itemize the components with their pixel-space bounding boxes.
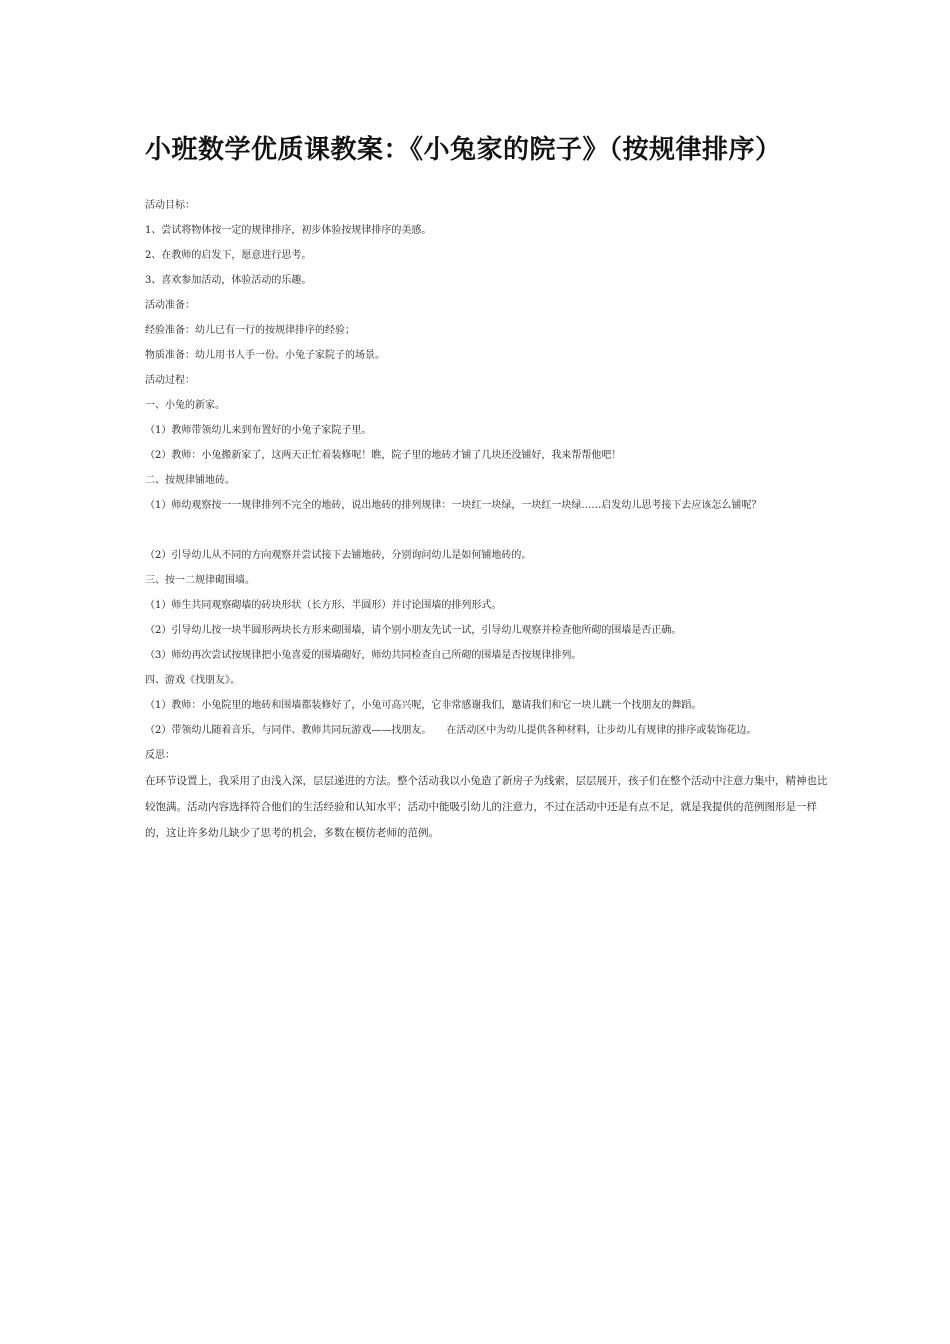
- process-step-heading: 一、小兔的新家。: [145, 400, 225, 411]
- process-step-heading: 四、游戏《找朋友》。: [145, 675, 240, 686]
- process-step-item: （2）教师：小兔搬新家了，这两天正忙着装修呢！瞧，院子里的地砖才铺了几块还没铺好，我来帮帮他吧！: [145, 450, 622, 461]
- goal-item: 3、喜欢参加活动，体验活动的乐趣。: [145, 275, 312, 286]
- reflection-block: [145, 768, 835, 846]
- process-step-item: （1）教师：小兔院里的地砖和围墙都装修好了，小兔可高兴呢，它非常感谢我们，邀请我们和它一块儿跳一个找朋友的舞蹈。: [145, 700, 702, 711]
- process-step-item: （3）师幼再次尝试按规律把小兔喜爱的围墙砌好，师幼共同检查自己所砌的围墙是否按规律排列。: [145, 650, 582, 661]
- process-step-item: （1）师生共同观察砌墙的砖块形状（长方形、半圆形）并讨论围墙的排列形式。: [145, 600, 502, 611]
- section-heading-goals: 活动目标：: [145, 200, 195, 211]
- document-body: [145, 193, 835, 846]
- process-step-item: （2）带领幼儿随着音乐，与同伴、教师共同玩游戏——找朋友。 在活动区中为幼儿提供各种材料，让步幼儿有规律的排序或装饰花边。: [145, 725, 757, 736]
- process-step-item: （2）引导幼儿从不同的方向观察并尝试接下去铺地砖，分别询问幼儿是如何铺地砖的。: [145, 550, 532, 561]
- preparation-item: 物质准备：幼儿用书人手一份。小兔子家院子的场景。: [145, 350, 385, 361]
- process-step-heading: 二、按规律铺地砖。: [145, 475, 235, 486]
- process-step-item: （2）引导幼儿按一块半圆形两块长方形来砌围墙，请个别小朋友先试一试，引导幼儿观察并检查他所砌的围墙是否正确。: [145, 625, 682, 636]
- section-heading-preparation: 活动准备：: [145, 300, 195, 311]
- goal-item: 2、在教师的启发下，愿意进行思考。: [145, 250, 312, 261]
- reflection-paragraph: 在环节设置上，我采用了由浅入深，层层递进的方法。整个活动我以小兔造了新房子为线索，层层展开，孩子们在整个活动中注意力集中，精神也比较饱满。活动内容选择符合他们的生活经验和认知水平；活动中能吸引幼儿的注意力，不过在活动中还是有点不足，就是我提供的范例图形是一样的，这让许多幼儿缺少了思考的机会，多数在模仿老师的范例。: [145, 775, 828, 839]
- process-step-item: （1）教师带领幼儿来到布置好的小兔子家院子里。: [145, 425, 372, 436]
- section-heading-process: 活动过程：: [145, 375, 195, 386]
- goal-item: 1、尝试将物体按一定的规律排序，初步体验按规律排序的美感。: [145, 225, 432, 236]
- preparation-item: 经验准备：幼儿已有一行的按规律排序的经验；: [145, 325, 355, 336]
- process-step-heading: 三、按一二规律砌围墙。: [145, 575, 255, 586]
- page-title: 小班数学优质课教案：《小兔家的院子》（按规律排序）: [145, 135, 782, 165]
- section-heading-reflection: 反思：: [145, 750, 175, 761]
- process-step-item: （1）师幼观察按一一规律排列不完全的地砖，说出地砖的排列规律：一块红一块绿，一块红一块绿……启发幼儿思考接下去应该怎么铺呢？: [145, 500, 762, 511]
